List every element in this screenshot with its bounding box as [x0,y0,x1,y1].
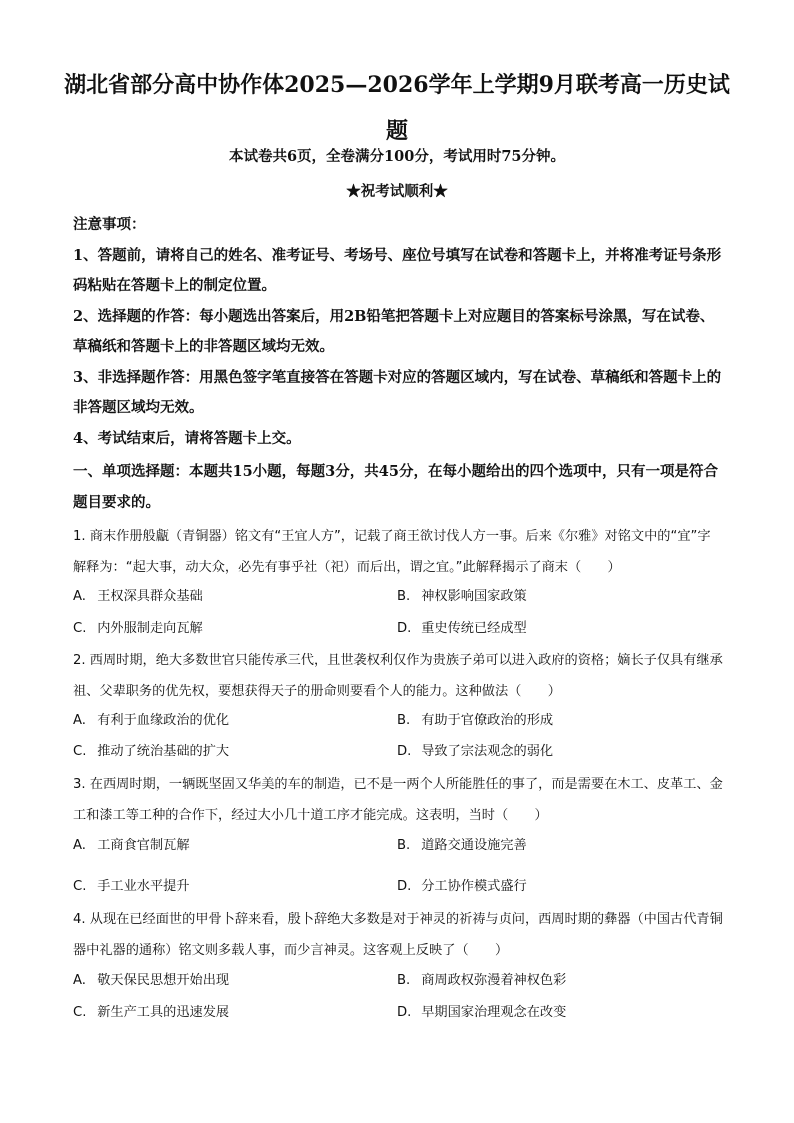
option-text: 道路交通设施完善 [421,838,527,853]
option-c[interactable] [73,619,203,639]
option-a[interactable] [73,836,190,856]
option-b[interactable] [397,711,553,731]
option-text: 内外服制走向瓦解 [97,621,203,636]
option-text: 王权深具群众基础 [97,589,203,604]
question-4 [73,904,723,966]
question-2 [73,645,723,707]
option-label: D. [397,744,412,759]
option-label: A. [73,589,86,604]
option-d[interactable] [397,742,553,762]
option-label: C. [73,1005,87,1020]
option-text: 新生产工具的迅速发展 [97,1005,230,1020]
option-d[interactable] [397,619,527,639]
option-label: B. [397,973,411,988]
option-label: A. [73,973,86,988]
option-text: 有利于血缘政治的优化 [97,713,230,728]
question-3 [73,769,723,831]
option-c[interactable] [73,877,190,897]
section-heading: 一、单项选择题：本题共15小题，每题3分，共45分，在每小题给出的四个选项中，只有一项是符合题目要求的。 [73,463,718,511]
option-c[interactable] [73,742,229,762]
option-text: 神权影响国家政策 [421,589,527,604]
good-luck-line: ★祝考试顺利★ [346,183,448,200]
option-text: 工商食官制瓦解 [97,838,190,853]
question-stem: 3. 在西周时期，一辆既坚固又华美的车的制造，已不是一两个人所能胜任的事了，而是需要在木工、皮革工、金工和漆工等工种的合作下，经过大小几十道工序才能完成。这表明，当时（ ） [73,777,723,823]
option-text: 分工协作模式盛行 [421,879,527,894]
instruction-item: 3、非选择题作答：用黑色签字笔直接答在答题卡对应的答题区域内，写在试卷、草稿纸和答题卡上的非答题区域均无效。 [73,368,722,416]
option-b[interactable] [397,587,527,607]
option-text: 敬天保民思想开始出现 [97,973,230,988]
option-d[interactable] [397,1003,566,1023]
option-text: 推动了统治基础的扩大 [97,744,230,759]
instruction-item: 1、答题前，请将自己的姓名、准考证号、考场号、座位号填写在试卷和答题卡上，并将准考证号条形码粘贴在答题卡上的制定位置。 [73,246,722,294]
instruction-item: 2、选择题的作答：每小题选出答案后，用2B铅笔把答题卡上对应题目的答案标号涂黑，写在试卷、草稿纸和答题卡上的非答题区域均无效。 [73,307,715,355]
instructions [73,210,723,454]
exam-title-block [60,62,734,154]
option-text: 手工业水平提升 [97,879,190,894]
option-b[interactable] [397,971,566,991]
option-label: D. [397,879,412,894]
option-d[interactable] [397,877,527,897]
question-stem: 2. 西周时期，绝大多数世官只能传承三代，且世袭权利仅作为贵族子弟可以进入政府的资格；嫡长子仅具有继承祖、父辈职务的优先权，要想获得天子的册命则要看个人的能力。这种做法（ ） [73,653,723,699]
question-stem: 4. 从现在已经面世的甲骨卜辞来看，殷卜辞绝大多数是对于神灵的祈祷与贞问，西周时期的彝器（中国古代青铜器中礼器的通称）铭文则多载人事，而少言神灵。这客观上反映了（ ） [73,912,723,958]
option-label: D. [397,621,412,636]
exam-subtitle: 本试卷共6页，全卷满分100分，考试用时75分钟。 [228,148,566,165]
exam-title: 湖北省部分高中协作体2025—2026学年上学期9月联考高一历史试题 [64,72,730,144]
option-label: C. [73,879,87,894]
option-text: 早期国家治理观念在改变 [421,1005,567,1020]
instructions-heading: 注意事项： [73,216,146,233]
option-label: A. [73,713,86,728]
option-a[interactable] [73,711,229,731]
instruction-item: 4、考试结束后，请将答题卡上交。 [73,429,301,447]
option-text: 导致了宗法观念的弱化 [421,744,554,759]
option-label: B. [397,589,411,604]
option-label: C. [73,744,87,759]
option-label: B. [397,838,411,853]
question-1 [73,521,723,583]
option-label: A. [73,838,86,853]
option-a[interactable] [73,971,229,991]
option-text: 重史传统已经成型 [421,621,527,636]
option-label: D. [397,1005,412,1020]
option-label: C. [73,621,87,636]
option-text: 有助于官僚政治的形成 [421,713,554,728]
option-a[interactable] [73,587,203,607]
question-stem: 1. 商末作册般甗（青铜器）铭文有“王宜人方”，记载了商王欲讨伐人方一事。后来《尔雅》对铭文中的“宜”字解释为：“起大事，动大众，必先有事乎社（祀）而后出，谓之宜。”此解释揭示了商末（ ） [73,529,711,575]
option-text: 商周政权弥漫着神权色彩 [421,973,567,988]
option-b[interactable] [397,836,527,856]
option-label: B. [397,713,411,728]
option-c[interactable] [73,1003,229,1023]
